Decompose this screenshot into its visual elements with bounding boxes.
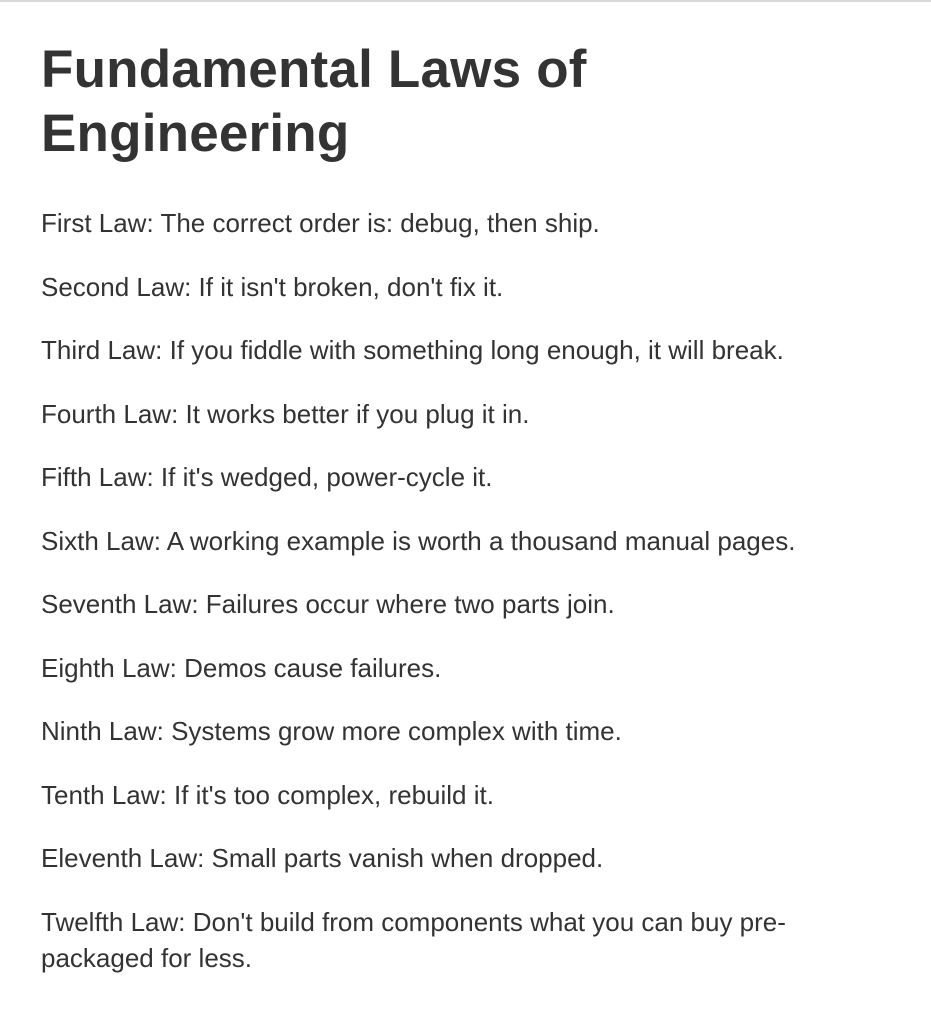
laws-list — [41, 205, 891, 1004]
law-item: Third Law: If you fiddle with something long enough, it will break. — [41, 335, 784, 365]
law-item: Twelfth Law: Don't build from components what you can buy pre-packaged for less. — [41, 906, 786, 973]
law-item: Tenth Law: If it's too complex, rebuild it. — [41, 779, 494, 810]
law-item: Sixth Law: A working example is worth a thousand manual pages. — [41, 525, 796, 556]
law-item: Fourth Law: It works better if you plug it in. — [41, 398, 530, 429]
law-item: Fifth Law: If it's wedged, power-cycle it. — [41, 462, 493, 492]
law-item: Ninth Law: Systems grow more complex with time. — [41, 716, 622, 746]
law-item: Eighth Law: Demos cause failures. — [41, 652, 442, 683]
page-title: Fundamental Laws of Engineering — [41, 40, 587, 163]
law-item: Eleventh Law: Small parts vanish when dropped. — [41, 843, 604, 873]
top-divider — [0, 0, 931, 2]
law-item: Seventh Law: Failures occur where two parts join. — [41, 589, 615, 619]
law-item: Second Law: If it isn't broken, don't fix it. — [41, 271, 504, 302]
law-item: First Law: The correct order is: debug, then ship. — [41, 208, 600, 238]
